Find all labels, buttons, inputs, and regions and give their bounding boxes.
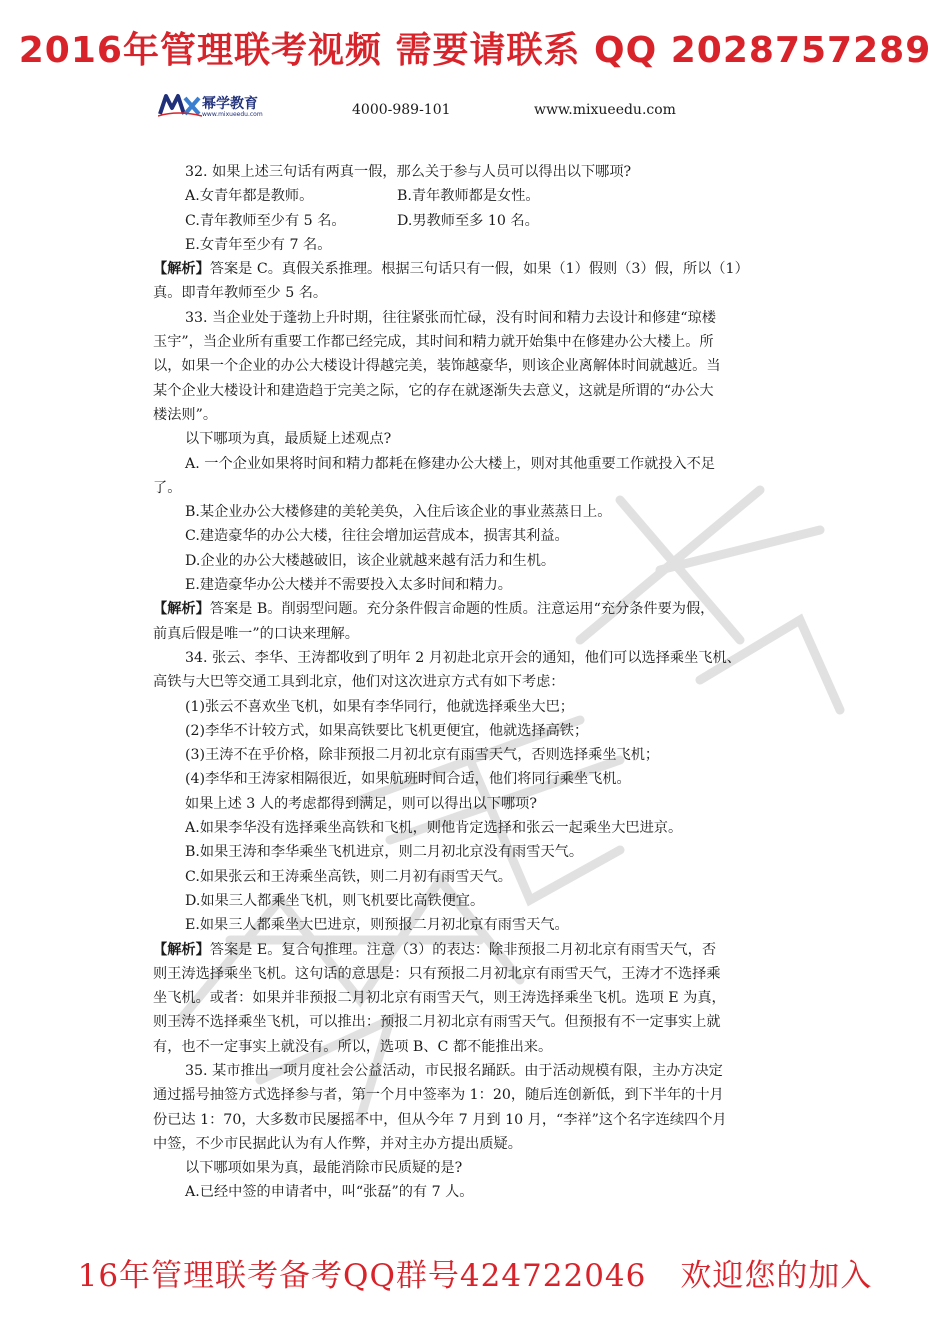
logo-subtext: www.mixueedu.com: [202, 111, 263, 118]
q34-condition-4: (4)李华和王涛家相隔很近，如果航班时间合适，他们将同行乘坐飞机。: [185, 771, 631, 788]
q35-stem-line4: 中签，不少市民据此认为有人作弊，并对主办方提出质疑。: [153, 1135, 522, 1152]
q33-option-e: E.建造豪华办公大楼并不需要投入太多时间和精力。: [185, 577, 512, 594]
q33-stem-line1: 33. 当企业处于蓬勃上升时期，往往紧张而忙碌，没有时间和精力去设计和修建“琼楼: [185, 309, 716, 326]
top-banner: 2016年管理联考视频 需要请联系 QQ 2028757289: [18, 30, 932, 71]
q32-options-cd: [153, 209, 803, 233]
q34-analysis-line4: 则王涛不选择乘坐飞机，可以推出：预报二月初北京有雨雪天气。但预报有不一定事实上就: [153, 1014, 721, 1031]
q34-option-e: E.如果三人都乘坐大巴进京，则预报二月初北京有雨雪天气。: [185, 917, 569, 934]
q33-stem-line4: 某个企业大楼设计和建造趋于完美之际，它的存在就逐渐失去意义，这就是所谓的“办公大: [153, 382, 714, 399]
q32-option-a: A.女青年都是教师。: [185, 188, 314, 205]
q34-condition-3: (3)王涛不在乎价格，除非预报二月初北京有雨雪天气，否则选择乘坐飞机；: [185, 747, 660, 764]
q33-option-a-line1: A. 一个企业如果将时间和精力都耗在修建办公大楼上，则对其他重要工作就投入不足: [185, 455, 716, 472]
q34-stem-line1: 34. 张云、李华、王涛都收到了明年 2 月初赴北京开会的通知，他们可以选择乘坐飞机、: [185, 649, 741, 666]
bottom-banner: [0, 1250, 950, 1295]
q34-option-a: A.如果李华没有选择乘坐高铁和飞机，则他肯定选择和张云一起乘坐大巴进京。: [185, 820, 683, 837]
logo-mark-icon: [158, 92, 202, 118]
q34-analysis-line1: 答案是 E。复合句推理。注意（3）的表达：除非预报二月初北京有雨雪天气，否: [209, 941, 717, 958]
logo-text: 幂学教育: [202, 96, 258, 112]
q34-analysis: [153, 938, 803, 962]
q34-analysis-line3: 坐飞机。或者：如果并非预报二月初北京有雨雪天气，则王涛选择乘坐飞机。选项 E 为真，: [153, 990, 726, 1007]
q34-condition-1: (1)张云不喜欢坐飞机，如果有李华同行，他就选择乘坐大巴；: [185, 698, 574, 715]
q32-option-d: D.男教师至多 10 名。: [397, 212, 539, 229]
q33-option-a-line2: 了。: [153, 479, 182, 496]
analysis-tag: 【解析】: [153, 941, 210, 958]
q34-question: 如果上述 3 人的考虑都得到满足，则可以得出以下哪项?: [185, 795, 537, 812]
q34-analysis-line5: 有，也不一定事实上就没有。所以，选项 B、C 都不能推出来。: [153, 1038, 553, 1055]
q32-analysis: [153, 257, 803, 281]
q32-options-ab: [153, 184, 803, 208]
q35-option-a: A.已经中签的申请者中，叫“张磊”的有 7 人。: [185, 1184, 474, 1201]
q34-option-b: B.如果王涛和李华乘坐飞机进京，则二月初北京没有雨雪天气。: [185, 844, 584, 861]
q35-stem-line2: 通过摇号抽签方式选择参与者，第一个月中签率为 1：20，随后连创新低，到下半年的十月: [153, 1087, 724, 1104]
q32-option-c: C.青年教师至少有 5 名。: [185, 212, 346, 229]
q33-stem-line5: 楼法则”。: [153, 406, 218, 423]
bottom-banner-qq-group: 16年管理联考备考QQ群号424722046: [77, 1258, 647, 1294]
q32-stem: 32. 如果上述三句话有两真一假，那么关于参与人员可以得出以下哪项?: [185, 164, 632, 180]
q35-stem-line3: 份已达 1：70，大多数市民屡摇不中，但从今年 7 月到 10 月，“李祥”这个名字连续四个月: [153, 1111, 727, 1128]
q35-stem-line1: 35. 某市推出一项月度社会公益活动，市民报名踊跃。由于活动规模有限，主办方决定: [185, 1062, 723, 1079]
page-header: [0, 88, 950, 128]
q33-stem-line2: 玉宇”，当企业所有重要工作都已经完成，其时间和精力就开始集中在修建办公大楼上。所: [153, 334, 714, 351]
q33-analysis-line2: 前真后假是唯一”的口诀来理解。: [153, 625, 359, 642]
analysis-tag: 【解析】: [153, 261, 210, 278]
q33-question: 以下哪项为真，最质疑上述观点?: [185, 431, 392, 448]
analysis-tag: 【解析】: [153, 601, 210, 618]
q33-analysis: [153, 597, 803, 621]
website-link[interactable]: www.mixueedu.com: [534, 102, 676, 118]
q32-analysis-line2: 真。即青年教师至少 5 名。: [153, 285, 328, 302]
bottom-banner-welcome: 欢迎您的加入: [680, 1258, 873, 1294]
q33-option-b: B.某企业办公大楼修建的美轮美奂，入住后该企业的事业蒸蒸日上。: [185, 504, 612, 521]
q34-stem-line2: 高铁与大巴等交通工具到北京，他们对这次进京方式有如下考虑：: [153, 674, 565, 691]
q34-analysis-line2: 则王涛选择乘坐飞机。这句话的意思是：只有预报二月初北京有雨雪天气，王涛才不选择乘: [153, 965, 721, 982]
q35-question: 以下哪项如果为真，最能消除市民质疑的是?: [185, 1160, 463, 1177]
q32-analysis-line1: 答案是 C。真假关系推理。根据三句话只有一假，如果（1）假则（3）假，所以（1）: [209, 261, 749, 278]
q33-analysis-line1: 答案是 B。削弱型问题。充分条件假言命题的性质。注意运用“充分条件要为假，: [209, 601, 715, 618]
phone-number: 4000-989-101: [352, 102, 451, 118]
q33-option-d: D.企业的办公大楼越破旧，该企业就越来越有活力和生机。: [185, 552, 556, 569]
q33-stem-line3: 以，如果一个企业的办公大楼设计得越完美，装饰越豪华，则该企业离解体时间就越近。当: [153, 358, 721, 375]
mixue-logo: [158, 92, 268, 120]
q34-option-c: C.如果张云和王涛乘坐高铁，则二月初有雨雪天气。: [185, 868, 512, 885]
q34-condition-2: (2)李华不计较方式，如果高铁要比飞机更便宜，他就选择高铁；: [185, 722, 589, 739]
q34-option-d: D.如果三人都乘坐飞机，则飞机要比高铁便宜。: [185, 892, 485, 909]
q32-option-b: B.青年教师都是女性。: [397, 188, 540, 205]
question-content: [153, 160, 803, 1205]
q33-option-c: C.建造豪华的办公大楼，往往会增加运营成本，损害其利益。: [185, 528, 569, 545]
q32-option-e: E.女青年至少有 7 名。: [185, 236, 332, 253]
